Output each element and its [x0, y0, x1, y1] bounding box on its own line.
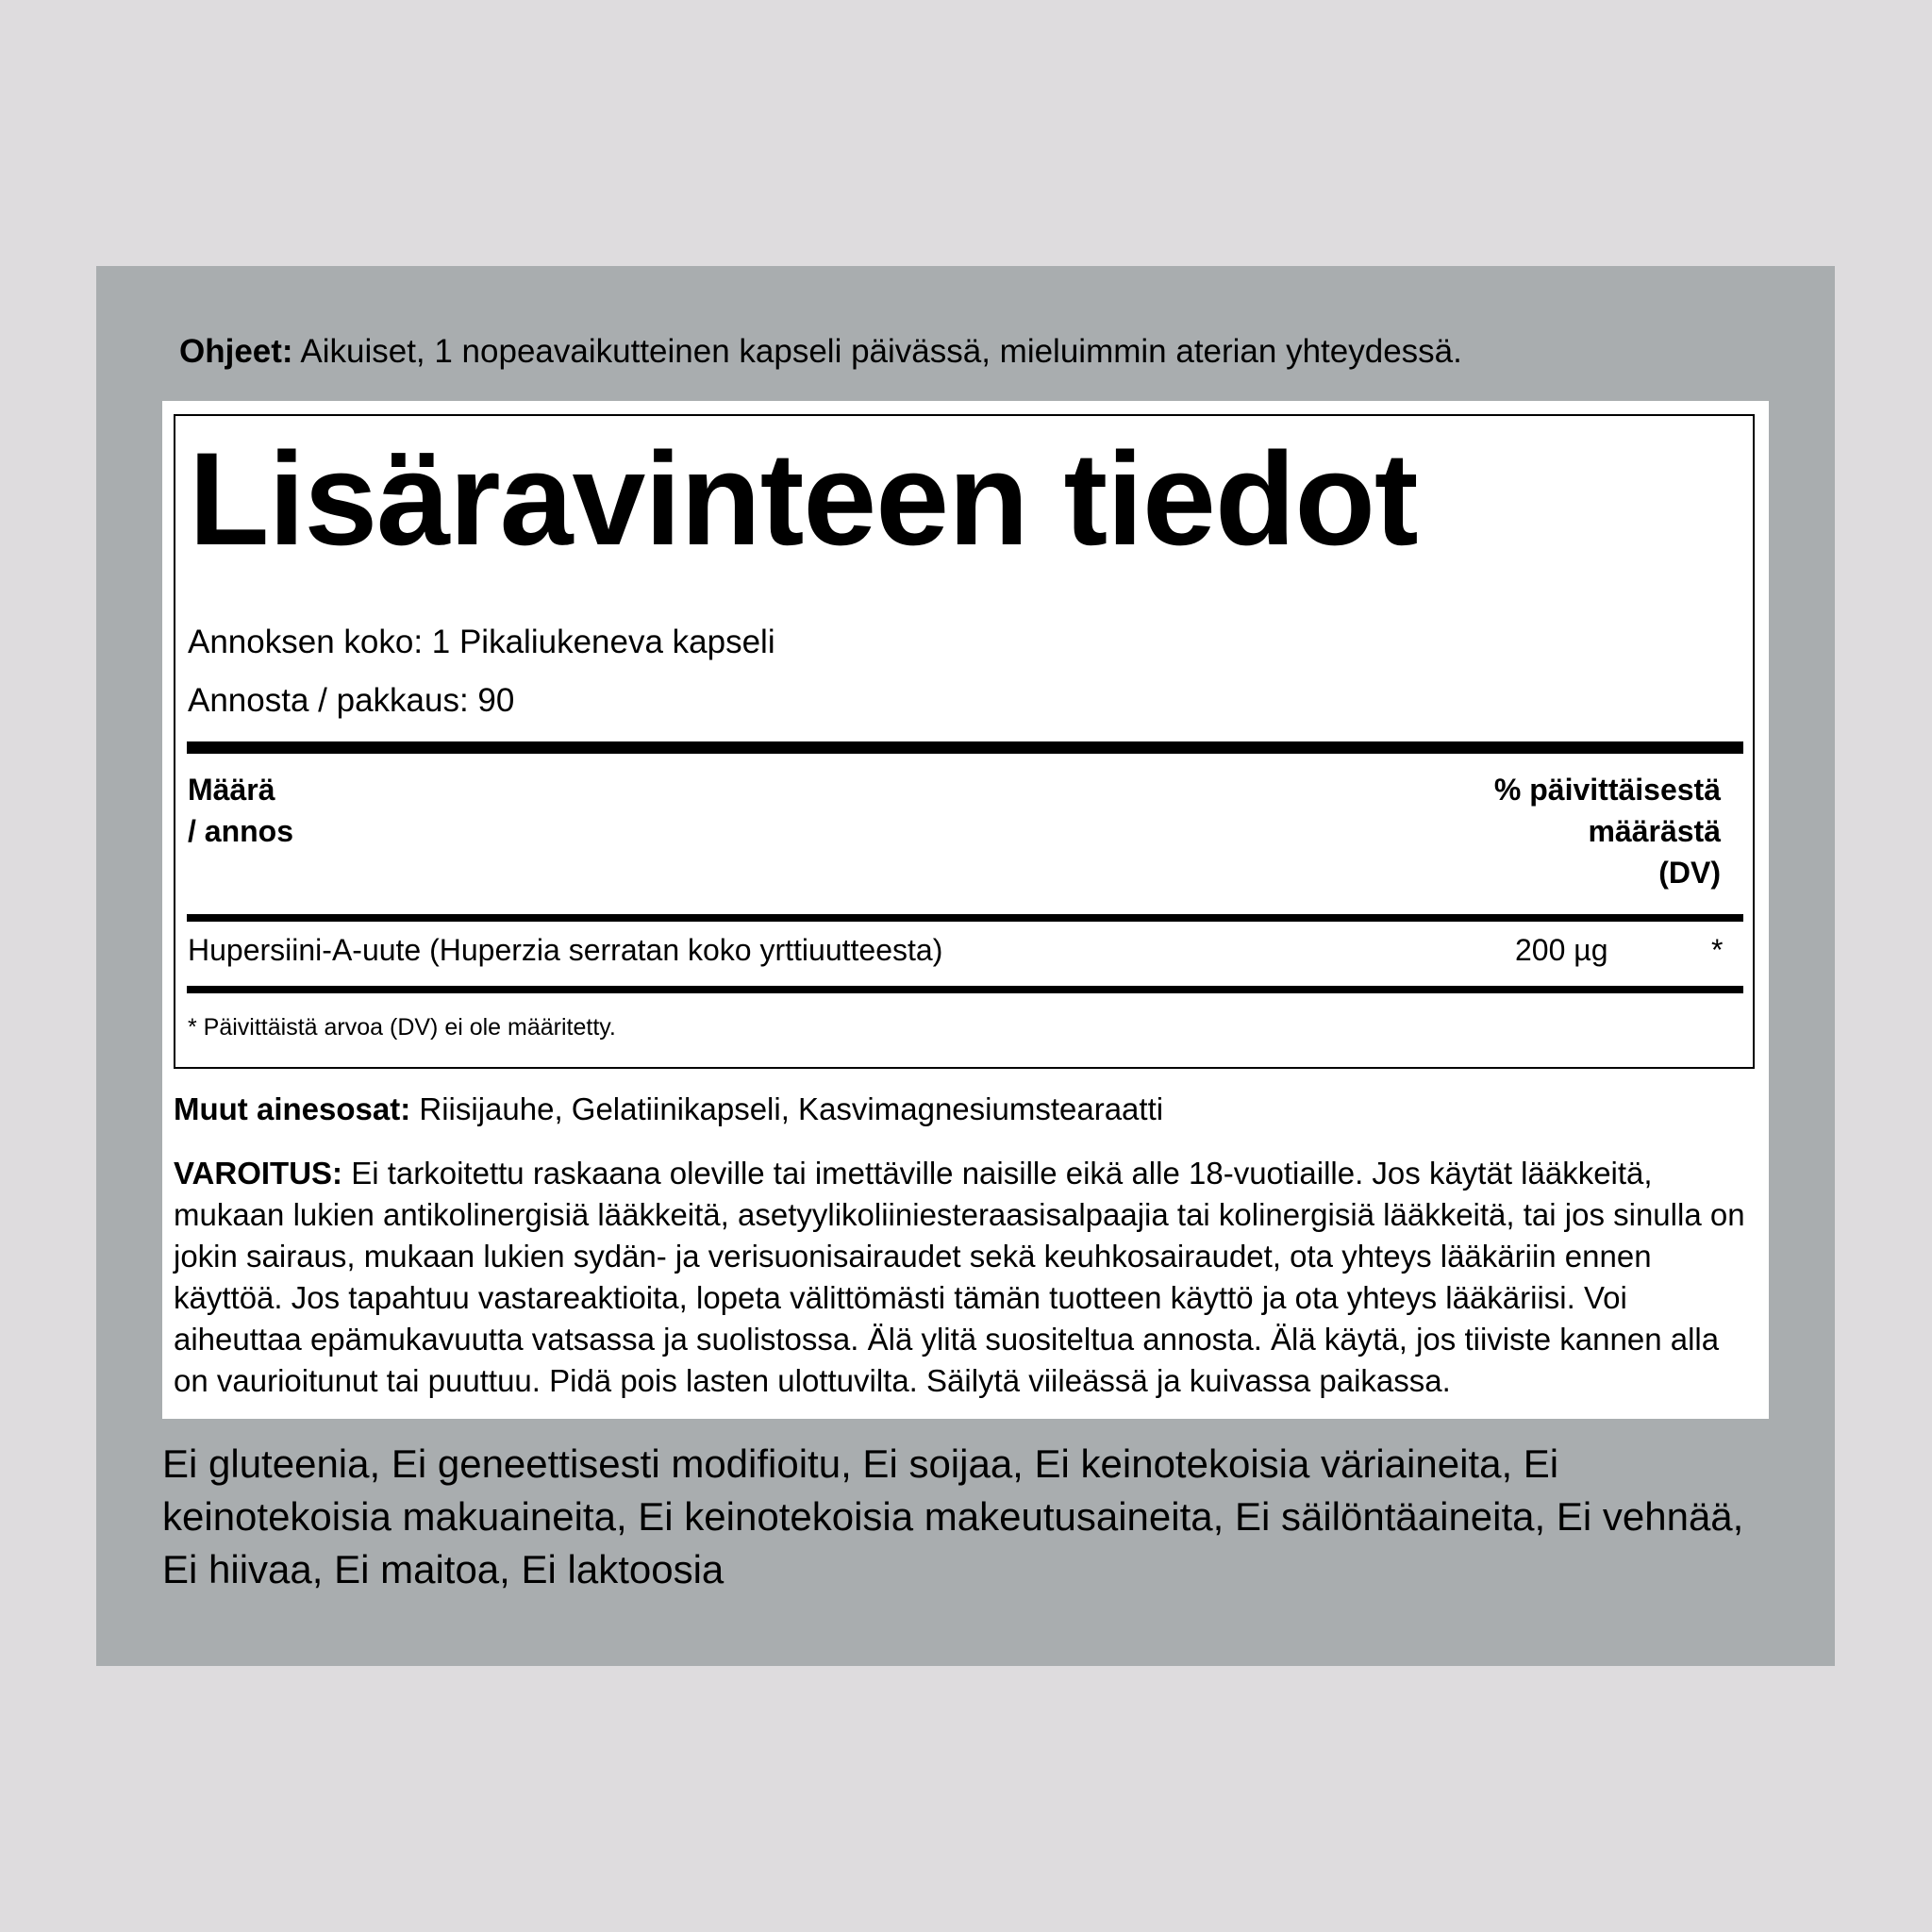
header-right-line1: % päivittäisestä	[1493, 773, 1721, 807]
header-right-line2: määrästä	[1588, 814, 1721, 848]
warning-label: VAROITUS:	[174, 1156, 343, 1191]
header-left-line2: / annos	[188, 814, 294, 848]
ingredient-name: Hupersiini-A-uute (Huperzia serratan koko yrttiuutteesta)	[188, 933, 943, 967]
warning	[174, 1153, 1758, 1402]
daily-value-footnote: * Päivittäistä arvoa (DV) ei ole määritetty.	[188, 1014, 616, 1041]
supplement-facts-box	[174, 414, 1755, 1069]
directions	[179, 329, 1462, 375]
directions-label: Ohjeet:	[179, 333, 293, 370]
daily-value-header	[1438, 769, 1721, 893]
free-from-statement: Ei gluteenia, Ei geneettisesti modifioitu, Ei soijaa, Ei keinotekoisia väriaineita, Ei keinotekoisia makuaineita, Ei keinotekoisia makeutusaineita, Ei säilöntäaineita, Ei vehnää, Ei hiivaa, Ei maitoa, Ei laktoosia	[162, 1441, 1744, 1591]
ingredient-divider	[187, 986, 1743, 993]
facts-title: Lisäravinteen tiedot	[189, 425, 1418, 573]
serving-size: Annoksen koko: 1 Pikaliukeneva kapseli	[188, 624, 775, 660]
directions-text: Aikuiset, 1 nopeavaikutteinen kapseli päivässä, mieluimmin aterian yhteydessä.	[292, 333, 1462, 370]
thick-divider	[187, 741, 1743, 754]
header-divider	[187, 914, 1743, 922]
other-ingredients-text: Riisijauhe, Gelatiinikapseli, Kasvimagnesiumstearaatti	[410, 1091, 1164, 1126]
ingredient-amount: 200 µg	[1515, 933, 1608, 967]
servings-per-container: Annosta / pakkaus: 90	[188, 682, 515, 719]
other-ingredients-label: Muut ainesosat:	[174, 1091, 411, 1126]
ingredient-daily-value: *	[1711, 933, 1724, 967]
amount-per-serving-header	[188, 769, 293, 852]
header-left-line1: Määrä	[188, 773, 275, 807]
warning-text: Ei tarkoitettu raskaana oleville tai imettäville naisille eikä alle 18-vuotiaille. Jos käytät lääkkeitä, mukaan lukien antikolinergisiä lääkkeitä, asetyylikoliiniesteraasisalpaajia tai kolinergisiä lääkkeitä, tai jos sinulla on jokin sairaus, mukaan lukien sydän- ja verisuonisairaudet sekä keuhkosairaudet, ota yhteys lääkäriin ennen käyttöä. Jos tapahtuu vastareaktioita, lopeta välittömästi tämän tuotteen käyttö ja ota yhteys lääkäriisi. Voi aiheuttaa epämukavuutta vatsassa ja suolistossa. Älä ylitä suositeltua annosta. Älä käytä, jos tiiviste kannen alla on vaurioitunut tai puuttuu. Pidä pois lasten ulottuvilta. Säilytä viileässä ja kuivassa paikassa.	[174, 1156, 1745, 1398]
header-right-line3: (DV)	[1658, 856, 1721, 890]
other-ingredients	[174, 1088, 1163, 1131]
